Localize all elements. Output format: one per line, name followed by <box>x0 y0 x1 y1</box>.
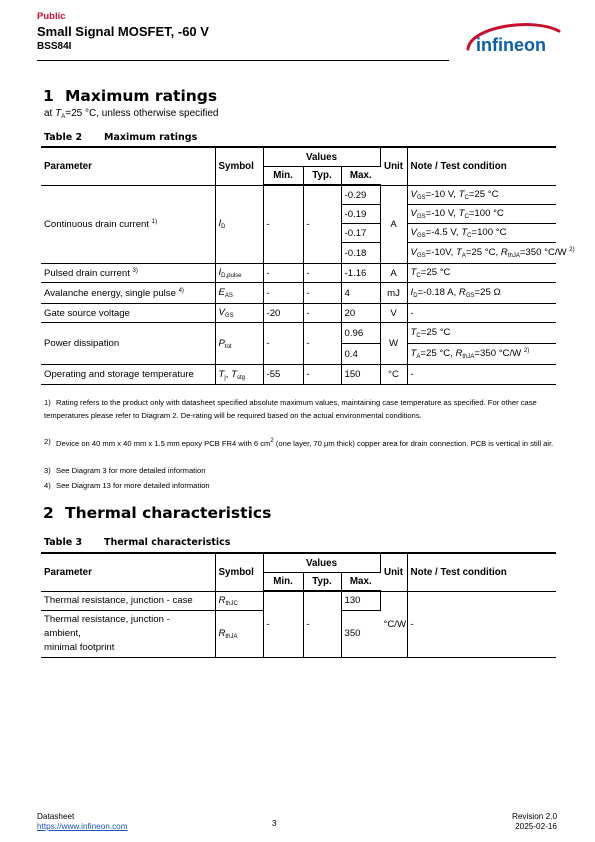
row-param: Power dissipation <box>41 323 215 365</box>
row-symbol: $I_{D,pulse}$ <box>215 264 263 283</box>
row-min: -20 <box>263 304 303 323</box>
row-typ: - <box>303 304 341 323</box>
col-max: Max. <box>341 573 380 592</box>
col-note: Note / Test condition <box>407 147 556 185</box>
col-typ: Typ. <box>303 167 341 186</box>
logo-wordmark: infineon <box>476 35 546 55</box>
header-divider <box>37 60 449 61</box>
row-typ: - <box>303 283 341 304</box>
maximum-ratings-table <box>41 146 575 385</box>
footer-date: 2025-02-16 <box>515 822 557 831</box>
row-typ: - <box>303 323 341 365</box>
row-symbol: $E_{AS}$ <box>215 283 263 304</box>
row-note: $I_D=-0.18$ A, $R_{GS}=25$ Ω <box>407 283 556 304</box>
row-symbol: $V_{GS}$ <box>215 304 263 323</box>
row-note: $V_{GS}=-10$ V, $T_C=100$ °C <box>407 205 556 224</box>
thermal-characteristics-table <box>41 552 556 658</box>
row-max: 150 <box>341 365 380 385</box>
col-min: Min. <box>263 573 303 592</box>
footer-revision: Revision 2.0 <box>511 812 557 821</box>
row-max: 0.96 <box>341 323 380 344</box>
col-unit: Unit <box>380 553 407 591</box>
col-typ: Typ. <box>303 573 341 592</box>
row-min: - <box>263 323 303 365</box>
col-symbol: Symbol <box>215 553 263 591</box>
table-row <box>41 283 556 304</box>
table-row <box>41 323 556 344</box>
col-max: Max. <box>341 167 380 186</box>
row-unit: °C <box>380 365 407 385</box>
row-max: -0.29 <box>341 185 380 205</box>
row-min: - <box>263 283 303 304</box>
row-param: Thermal resistance, junction - ambient, minimal footprint <box>41 610 215 657</box>
table-row <box>41 365 556 385</box>
row-note: - <box>407 365 556 385</box>
footer-url-link[interactable]: https://www.infineon.com <box>37 822 128 831</box>
row-max: -0.19 <box>341 205 380 224</box>
row-symbol: $T_j$, $T_{stg}$ <box>215 365 263 385</box>
row-note: $T_C=25$ °C <box>407 323 556 344</box>
footer-doc-type: Datasheet <box>37 812 75 821</box>
row-unit: A <box>380 264 407 283</box>
table-row <box>41 185 556 205</box>
row-max: 4 <box>341 283 380 304</box>
row-param: Gate source voltage <box>41 304 215 323</box>
row-note: - <box>407 304 556 323</box>
row-typ: - <box>303 185 341 264</box>
row-typ: - <box>303 365 341 385</box>
row-min: - <box>263 591 303 657</box>
row-max: 0.4 <box>341 344 380 365</box>
footnote-1: 1) Rating refers to the product only with datasheet specified absolute maximum values, maintaining case temperature as specified. For other case temperatures please refer to Diagram 2. De-rating will be required based on the actual environmental conditions. <box>44 398 537 420</box>
row-note: - <box>407 591 556 657</box>
row-note: $V_{GS}=-10$ V, $T_C=25$ °C <box>407 185 556 205</box>
page-number: 3 <box>272 819 277 828</box>
row-max: 350 <box>341 610 380 657</box>
row-min: -55 <box>263 365 303 385</box>
row-max: -0.17 <box>341 224 380 243</box>
row-note: $T_C=25$ °C <box>407 264 556 283</box>
footnote-3: 3) See Diagram 3 for more detailed information <box>44 466 206 475</box>
col-parameter: Parameter <box>41 147 215 185</box>
footnote-4: 4) See Diagram 13 for more detailed information <box>44 481 210 490</box>
row-max: -0.18 <box>341 243 380 264</box>
row-symbol: $I_D$ <box>215 185 263 264</box>
row-min: - <box>263 264 303 283</box>
row-param: Continuous drain current $^{1)}$ <box>41 185 215 264</box>
section-1-heading: 1 Maximum ratings <box>43 87 218 105</box>
classification-label: Public <box>37 11 66 22</box>
row-unit: °C/W <box>380 591 407 657</box>
infineon-logo <box>462 19 562 63</box>
row-symbol: $P_{tot}$ <box>215 323 263 365</box>
row-max: -1.16 <box>341 264 380 283</box>
product-title: Small Signal MOSFET, -60 V <box>37 24 209 39</box>
col-parameter: Parameter <box>41 553 215 591</box>
table-row <box>41 264 556 283</box>
row-note: $T_A=25$ °C, $R_{thJA}=350$ °C/W $^{2)}$ <box>407 344 556 365</box>
row-unit: V <box>380 304 407 323</box>
col-symbol: Symbol <box>215 147 263 185</box>
row-max: 130 <box>341 591 380 610</box>
col-note: Note / Test condition <box>407 553 556 591</box>
row-typ: - <box>303 264 341 283</box>
row-note: $V_{GS}=-4.5$ V, $T_C=100$ °C <box>407 224 556 243</box>
row-param: Thermal resistance, junction - case <box>41 591 215 610</box>
row-min: - <box>263 185 303 264</box>
footnote-2: 2) Device on 40 mm x 40 mm x 1.5 mm epoxy PCB FR4 with 6 $cm^2$ (one layer, 70 µm thick) copper area for drain connection. PCB is vertical in still air. <box>44 437 554 448</box>
table-3-caption: Table 3 Thermal characteristics <box>44 537 231 548</box>
row-typ: - <box>303 591 341 657</box>
row-param: Operating and storage temperature <box>41 365 215 385</box>
row-param: Pulsed drain current $^{3)}$ <box>41 264 215 283</box>
table-row <box>41 304 556 323</box>
col-values: Values <box>263 553 380 573</box>
table-row <box>41 591 556 610</box>
part-number: BSS84I <box>37 41 72 52</box>
row-unit: A <box>380 185 407 264</box>
row-symbol: $R_{thJC}$ <box>215 591 263 610</box>
row-note: $V_{GS}=-10V$, $T_A=25$ °C, $R_{thJA}=350$ °C/W $^{2)}$ <box>407 243 556 264</box>
col-min: Min. <box>263 167 303 186</box>
section-2-heading: 2 Thermal characteristics <box>43 504 272 522</box>
row-symbol: $R_{thJA}$ <box>215 610 263 657</box>
col-values: Values <box>263 147 380 167</box>
section-1-condition: at $T_A=25$ °C, unless otherwise specified <box>44 108 219 120</box>
row-max: 20 <box>341 304 380 323</box>
col-unit: Unit <box>380 147 407 185</box>
row-unit: W <box>380 323 407 365</box>
row-unit: mJ <box>380 283 407 304</box>
table-2-caption: Table 2 Maximum ratings <box>44 132 198 143</box>
row-param: Avalanche energy, single pulse $^{4)}$ <box>41 283 215 304</box>
